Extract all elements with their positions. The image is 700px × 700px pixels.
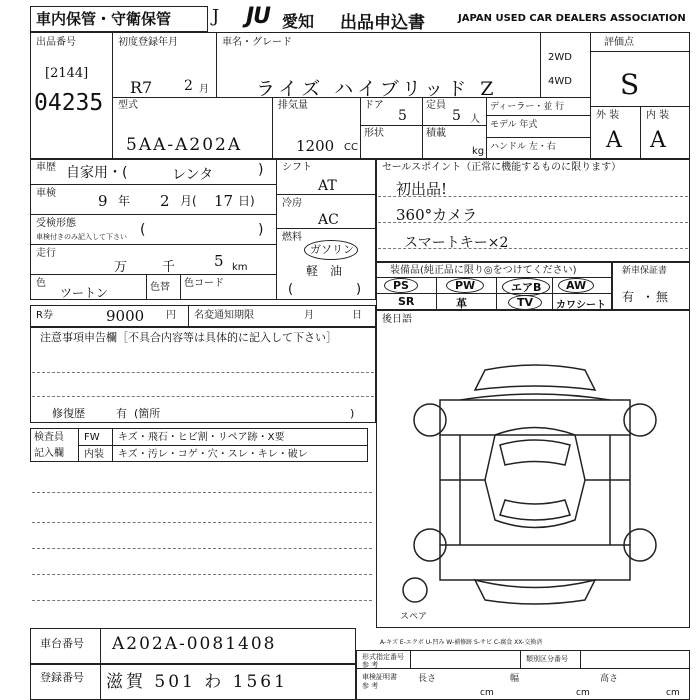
equip-seat: カワシート — [556, 300, 606, 311]
sales-point-3: スマートキー×2 — [404, 235, 509, 251]
recycle-value: 9000 — [106, 307, 145, 325]
spec-width: 幅 — [510, 674, 520, 684]
reg-type-note: 車検付きのみ記入して下さい — [36, 233, 127, 241]
handle-label: ハンドル 左・右 — [490, 142, 556, 152]
equip-tv: TV — [508, 295, 542, 310]
interior-label: 内 装 — [646, 110, 670, 121]
reg-deadline-day: 日 — [352, 310, 362, 321]
reg-deadline-label: 名変通知期限 — [194, 310, 254, 321]
spec-label-1: 形式指定番号 — [362, 653, 404, 661]
warranty-sep: ・ — [642, 290, 655, 304]
aircon-label: 冷房 — [282, 198, 302, 209]
sales-point-2: 360°カメラ — [396, 206, 478, 224]
color-change-label: 色替 — [150, 282, 170, 293]
registration-label: 初度登録年月 — [118, 37, 178, 48]
history-value: 自家用・( — [66, 165, 128, 181]
fuel-label: 燃料 — [282, 232, 302, 243]
capacity-label: 定員 — [426, 100, 446, 111]
history-detail: レンタ — [172, 167, 214, 183]
fuel-diesel: 軽 油 — [306, 264, 343, 278]
storage-mark: J — [212, 6, 220, 27]
inspector-label-1: 検査員 — [34, 432, 64, 443]
spec-label-4: 車検証明書 — [362, 673, 397, 681]
warranty-have: 有 — [622, 290, 635, 304]
equip-sr: SR — [398, 295, 415, 308]
fuel-paren-open: ( — [288, 282, 294, 297]
equip-airbag: エアB — [502, 278, 550, 296]
inspector-int: 内装 — [84, 449, 104, 460]
inspection-day: 17 — [214, 192, 234, 210]
equip-ps: PS — [384, 278, 418, 293]
inspection-year: 9 — [98, 192, 108, 210]
aircon-value: AC — [318, 212, 339, 228]
model-year-label: モデル 年式 — [490, 120, 538, 130]
equip-aw: AW — [558, 278, 594, 293]
inspection-day-unit: 日) — [238, 194, 255, 208]
repair-close: ) — [350, 407, 355, 420]
ju-logo: JU — [246, 4, 271, 29]
org-name: 愛知 — [282, 12, 315, 31]
inspection-month-unit: 月( — [180, 194, 197, 208]
repair-value: 有 — [116, 407, 127, 420]
registration-month-unit: 月 — [199, 84, 209, 95]
displacement-value: 1200 — [296, 137, 335, 155]
model-label: 型式 — [118, 100, 138, 111]
inspector-fw: FW — [84, 432, 100, 443]
sales-point-1: 初出品! — [396, 180, 448, 198]
sales-points-label: セールスポイント（正常に機能するものに限ります） — [382, 162, 622, 173]
mileage-sen: 千 — [162, 260, 176, 275]
displacement-label: 排気量 — [278, 100, 308, 111]
vehicle-name: ライズ ハイブリッド Z — [256, 78, 498, 100]
storage-label: 車内保管・守衛保管 — [36, 10, 172, 28]
color-label: 色 — [36, 278, 46, 289]
drive-4wd: 4WD — [548, 76, 572, 87]
spec-length-cm: cm — [480, 688, 494, 698]
mileage-unit: km — [232, 262, 248, 273]
equipment-label: 装備品(純正品に限り◎をつけてください) — [390, 265, 577, 276]
assoc-name: JAPAN USED CAR DEALERS ASSOCIATION — [458, 13, 686, 24]
warranty-label: 新車保証書 — [622, 266, 668, 276]
lot-label: 出品番号 — [36, 37, 76, 48]
shift-label: シフト — [282, 162, 312, 173]
mileage-label: 走行 — [36, 248, 56, 259]
equip-leather: 革 — [456, 297, 467, 310]
fuel-paren-close: ) — [356, 282, 362, 297]
doors-label: ドア — [364, 100, 384, 111]
reg-type-open: ( — [140, 222, 146, 238]
doors-value: 5 — [398, 108, 407, 124]
spec-height: 高さ — [600, 674, 619, 684]
spec-height-cm: cm — [666, 688, 680, 698]
history-label: 車歴 — [36, 162, 56, 173]
lot-number: 04235 — [34, 90, 104, 116]
load-label: 積載 — [426, 128, 446, 139]
exterior-label: 外 装 — [596, 110, 620, 121]
inspector-fw-items: キズ・飛石・ヒビ割・リペア跡・X要 — [118, 432, 285, 443]
warranty-none: 無 — [656, 290, 669, 304]
inspection-month: 2 — [160, 192, 170, 210]
dealer-label: ディーラー・並 行 — [490, 102, 565, 112]
repair-parts: (箇所 — [134, 407, 161, 420]
inspection-label: 車検 — [36, 188, 56, 199]
exterior-grade: A — [606, 128, 622, 153]
interior-grade: A — [650, 128, 666, 153]
vehicle-name-label: 車名・グレード — [222, 37, 292, 48]
spec-form-box — [356, 650, 690, 700]
inspection-year-unit: 年 — [118, 194, 131, 208]
lot-sub-number: [2144] — [45, 66, 89, 81]
notes-label: 注意事項申告欄［不具合内容等は具体的に記入して下さい］ — [40, 331, 337, 344]
chassis-value: A202A-0081408 — [112, 634, 277, 654]
chassis-label: 車台番号 — [40, 637, 84, 650]
form-title: 出品申込書 — [340, 13, 425, 33]
spec-label-3: 類別区分番号 — [526, 655, 568, 663]
reg-type-close: ) — [258, 222, 264, 238]
capacity-value: 5 — [452, 108, 461, 124]
reg-type-label: 受検形態 — [36, 218, 76, 229]
color-value: ツートン — [60, 286, 109, 300]
spec-label-5: 参 考 — [362, 682, 379, 690]
grade-score: S — [620, 68, 640, 101]
damage-legend: A-キズ E-エクボ U-凹み W-補修跡 S-サビ C-腐食 XX-交換済 — [380, 639, 543, 646]
spec-length: 長さ — [418, 674, 437, 684]
mileage-man: 万 — [114, 260, 128, 275]
shift-value: AT — [318, 178, 337, 194]
plate-value: 滋賀 501 わ 1561 — [106, 672, 288, 692]
repair-label: 修復歴 — [52, 407, 85, 420]
equip-pw: PW — [446, 278, 484, 293]
spec-width-cm: cm — [576, 688, 590, 698]
mileage-value: 5 — [214, 252, 224, 270]
displacement-unit: CC — [344, 142, 358, 153]
grade-label: 評価点 — [604, 37, 634, 48]
model-value: 5AA-A202A — [126, 135, 243, 155]
registration-month: 2 — [184, 78, 193, 94]
recycle-unit: 円 — [166, 310, 176, 321]
spec-label-2: 参 考 — [362, 661, 379, 669]
spare-label: スペア — [400, 612, 428, 622]
drive-2wd: 2WD — [548, 52, 572, 63]
registration-era: R7 — [130, 78, 153, 97]
inspector-int-items: キズ・汚レ・コゲ・穴・スレ・キレ・破レ — [118, 449, 308, 460]
diagram-label: 後日語 — [382, 314, 412, 325]
shape-label: 形状 — [364, 128, 384, 139]
color-code-label: 色コード — [184, 278, 224, 289]
fuel-gasoline: ガソリン — [310, 243, 354, 256]
load-unit: kg — [472, 146, 485, 157]
inspector-label-2: 記入欄 — [34, 448, 64, 459]
plate-label: 登録番号 — [40, 671, 84, 684]
capacity-unit: 人 — [470, 114, 480, 125]
recycle-label: R券 — [36, 310, 53, 321]
history-close: ) — [258, 162, 264, 178]
reg-deadline-month: 月 — [304, 310, 314, 321]
car-diagram — [400, 360, 670, 610]
